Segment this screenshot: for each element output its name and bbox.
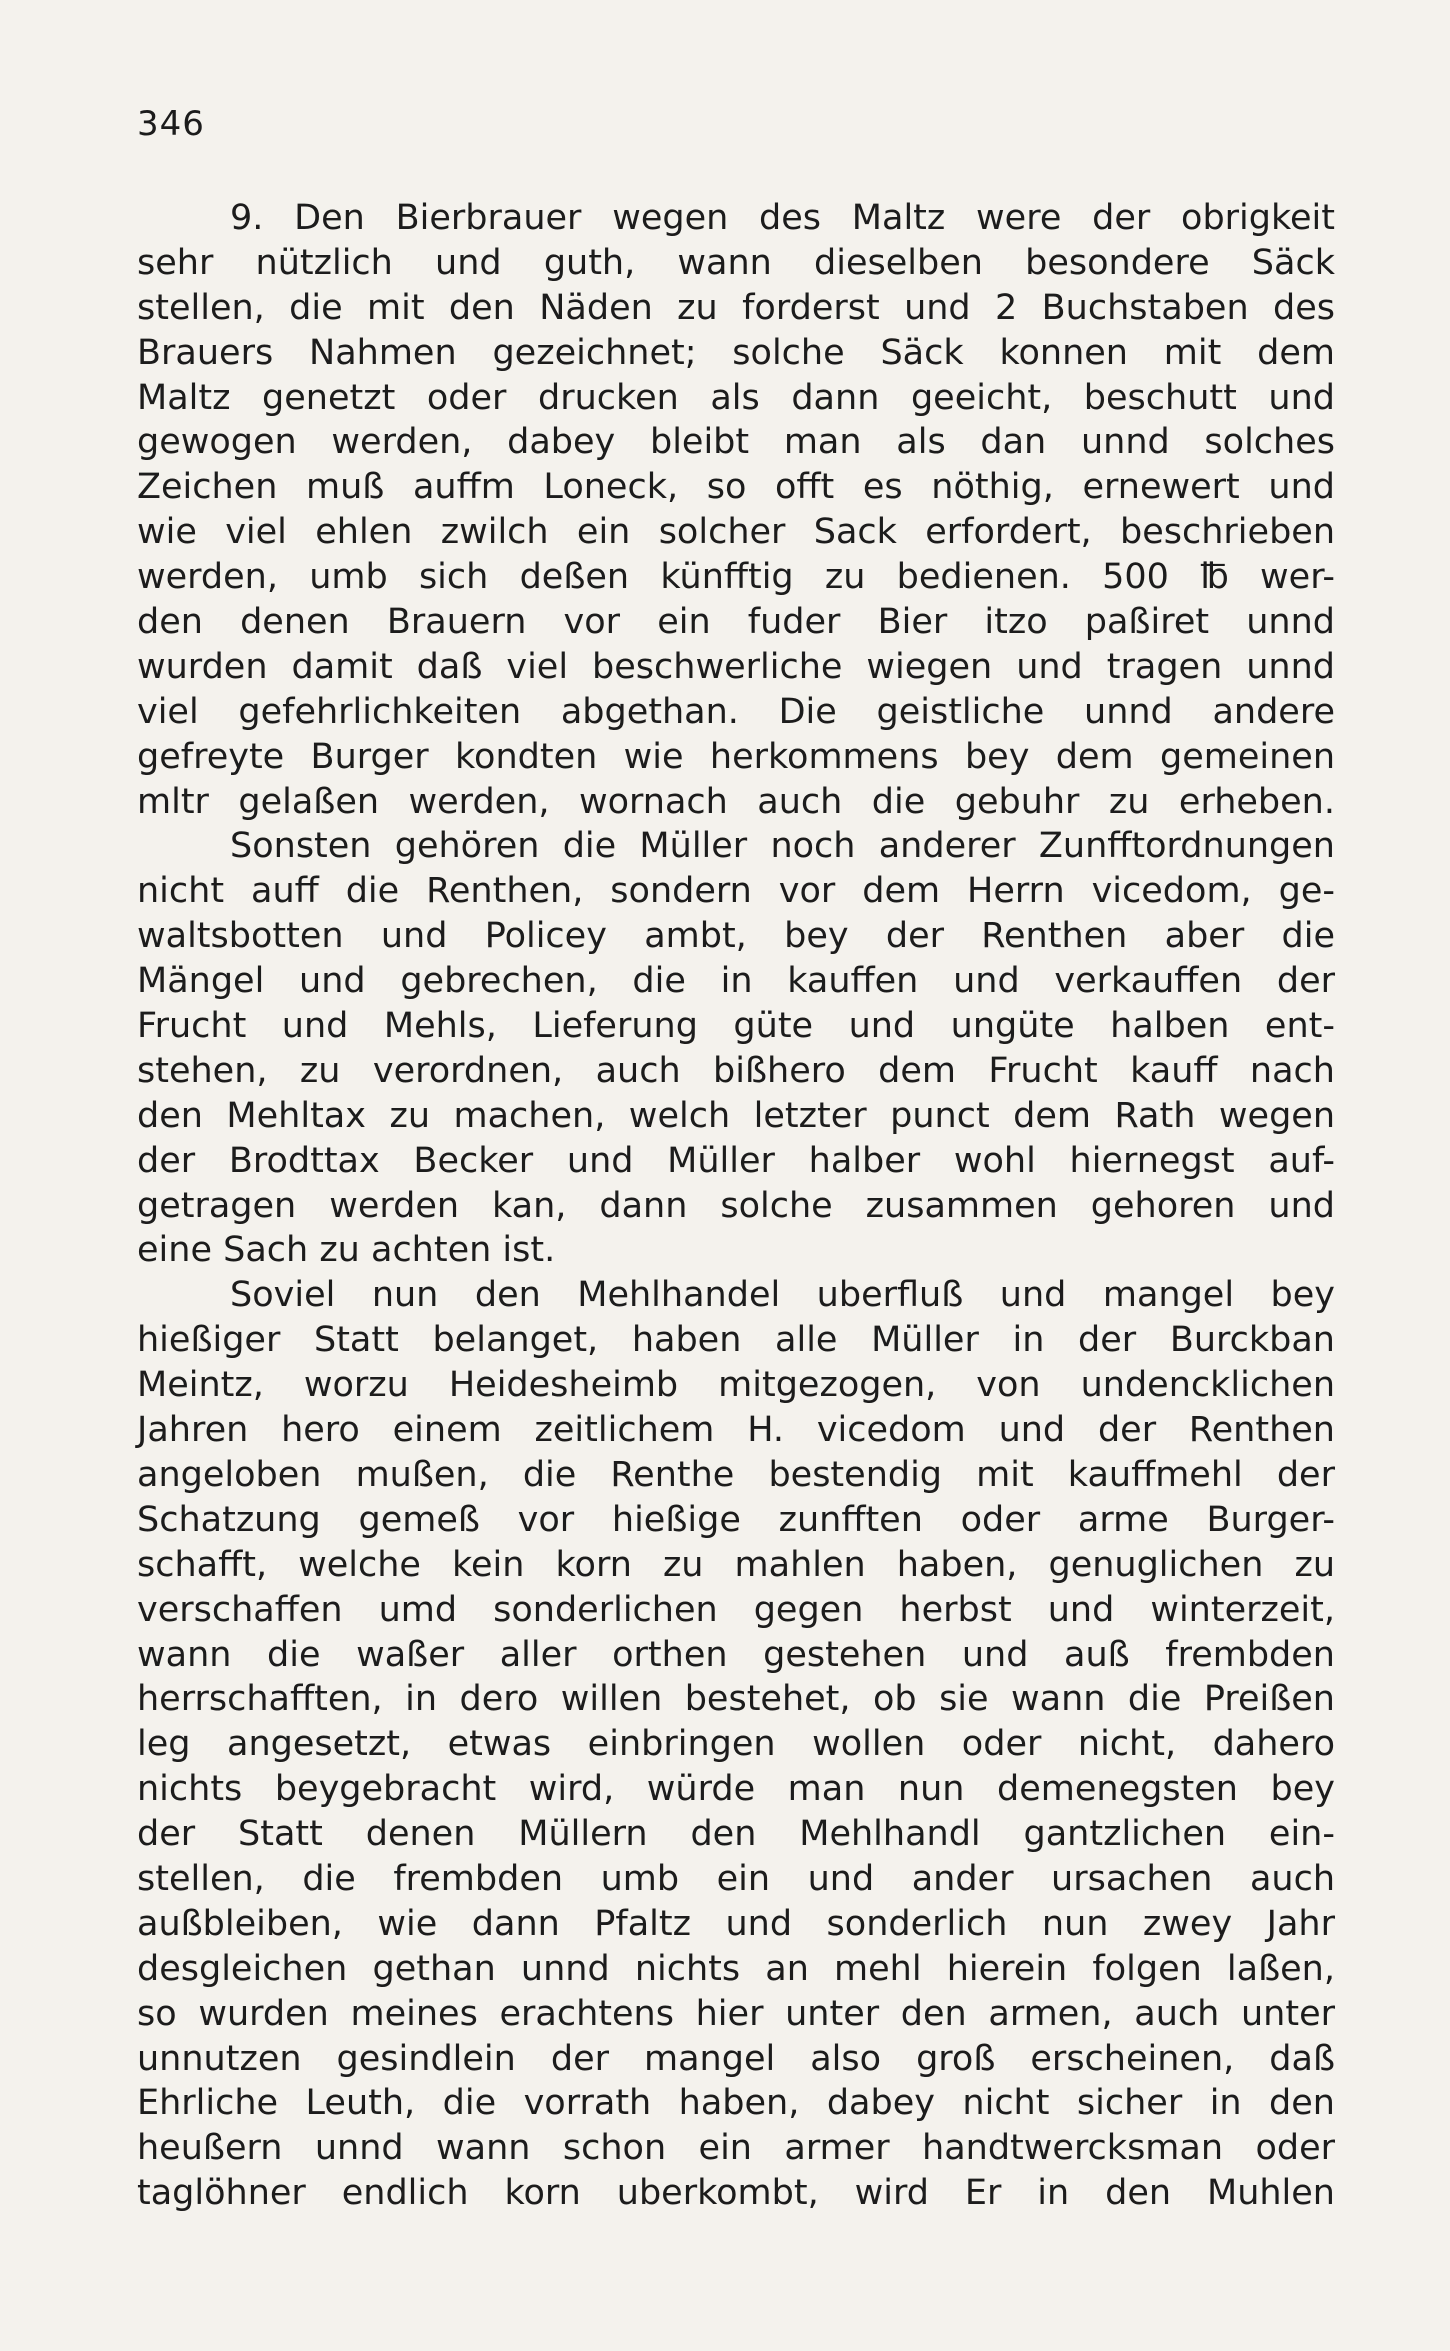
text-line: der Statt denen Müllern den Mehlhandl gantzlichen ein- [137,1814,1335,1855]
text-line: Zeichen muß auffm Loneck, so offt es nöthig, ernewert und [137,467,1335,508]
text-line: außbleiben, wie dann Pfaltz und sonderlich nun zwey Jahr [137,1903,1335,1944]
text-line: hießiger Statt belanget, haben alle Müller in der Burckban [137,1320,1335,1361]
page-number: 346 [137,104,205,144]
text-line: mltr gelaßen werden, wornach auch die gebuhr zu erheben. [137,781,1335,822]
text-line: herrschafften, in dero willen bestehet, ob sie wann die Preißen [137,1679,1335,1720]
text-line: heußern unnd wann schon ein armer handtwercksman oder [137,2128,1335,2169]
text-line: viel gefehrlichkeiten abgethan. Die geistliche unnd andere [137,691,1335,732]
text-line: taglöhner endlich korn uberkombt, wird Er in den Muhlen [137,2173,1335,2214]
text-line: stellen, die frembden umb ein und ander ursachen auch [137,1858,1335,1899]
text-line: werden, umb sich deßen künfftig zu bedienen. 500 ℔ wer- [137,557,1335,598]
text-line: Sonsten gehören die Müller noch anderer Zunfftordnungen [230,826,1335,867]
text-line: leg angesetzt, etwas einbringen wollen oder nicht, dahero [137,1724,1335,1765]
text-line: gefreyte Burger kondten wie herkommens bey dem gemeinen [137,736,1335,777]
text-line: wie viel ehlen zwilch ein solcher Sack erfordert, beschrieben [137,512,1335,553]
text-line: verschaffen umd sonderlichen gegen herbst und winterzeit, [137,1589,1335,1630]
text-line: stehen, zu verordnen, auch bißhero dem Frucht kauff nach [137,1050,1335,1091]
text-line: Mängel und gebrechen, die in kauffen und verkauffen der [137,961,1335,1002]
text-line: stellen, die mit den Näden zu forderst und 2 Buchstaben des [137,287,1335,328]
text-line: so wurden meines erachtens hier unter den armen, auch unter [137,1993,1335,2034]
text-line: getragen werden kan, dann solche zusammen gehoren und [137,1185,1335,1226]
text-line: wann die waßer aller orthen gestehen und auß frembden [137,1634,1335,1675]
text-line: der Brodttax Becker und Müller halber wohl hiernegst auf- [137,1140,1335,1181]
text-line: den denen Brauern vor ein fuder Bier itzo paßiret unnd [137,602,1335,643]
text-line: waltsbotten und Policey ambt, bey der Renthen aber die [137,916,1335,957]
text-line: eine Sach zu achten ist. [137,1230,556,1271]
text-line: angeloben mußen, die Renthe bestendig mit kauffmehl der [137,1454,1335,1495]
text-line: Jahren hero einem zeitlichem H. vicedom und der Renthen [137,1410,1335,1451]
text-line: desgleichen gethan unnd nichts an mehl hierein folgen laßen, [137,1948,1335,1989]
text-line: Maltz genetzt oder drucken als dann geeicht, beschutt und [137,377,1335,418]
text-line: sehr nützlich und guth, wann dieselben besondere Säck [137,242,1335,283]
text-line: Meintz, worzu Heidesheimb mitgezogen, von undencklichen [137,1365,1335,1406]
text-line: Frucht und Mehls, Lieferung güte und ungüte halben ent- [137,1006,1335,1047]
text-line: 9. Den Bierbrauer wegen des Maltz were der obrigkeit [230,198,1335,238]
text-line: Schatzung gemeß vor hießige zunfften oder arme Burger- [137,1499,1335,1540]
text-line: nicht auff die Renthen, sondern vor dem Herrn vicedom, ge- [137,871,1335,912]
body-text [137,196,1335,2216]
text-line: nichts beygebracht wird, würde man nun demenegsten bey [137,1769,1335,1810]
text-line: Soviel nun den Mehlhandel uberfluß und mangel bey [230,1275,1335,1316]
text-line: Brauers Nahmen gezeichnet; solche Säck konnen mit dem [137,332,1335,373]
text-line: den Mehltax zu machen, welch letzter punct dem Rath wegen [137,1095,1335,1136]
text-line: unnutzen gesindlein der mangel also groß erscheinen, daß [137,2038,1335,2079]
text-line: schafft, welche kein korn zu mahlen haben, genuglichen zu [137,1544,1335,1585]
text-line: gewogen werden, dabey bleibt man als dan unnd solches [137,422,1335,463]
text-line: wurden damit daß viel beschwerliche wiegen und tragen unnd [137,646,1335,687]
text-line: Ehrliche Leuth, die vorrath haben, dabey nicht sicher in den [137,2083,1335,2124]
